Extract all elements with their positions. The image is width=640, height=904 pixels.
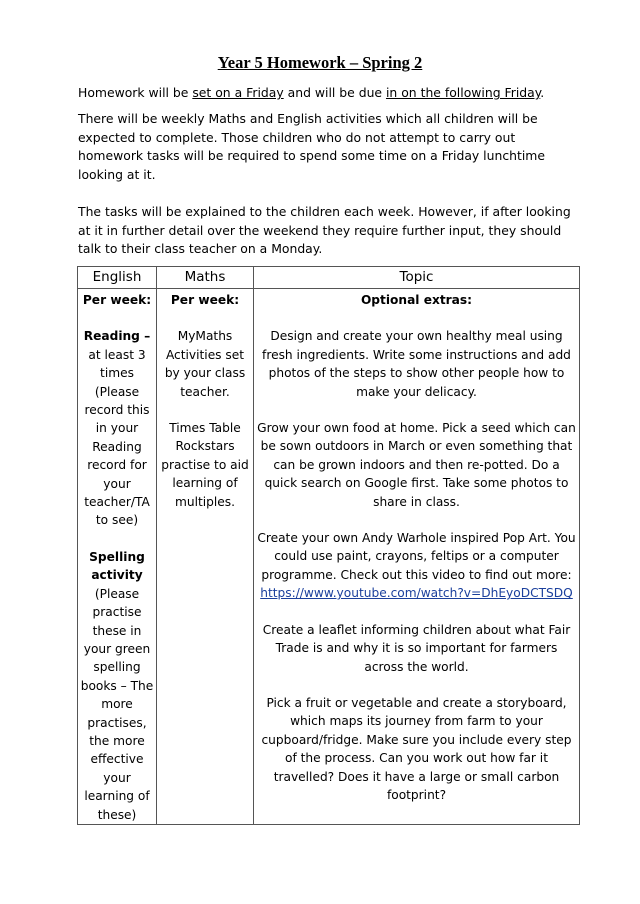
reading-label: Reading – — [83, 329, 151, 344]
topic-heading: Optional extras: — [360, 293, 473, 307]
maths-per-week: Per week: — [170, 293, 240, 307]
reading-text: at least 3 times (Please record this in your Reading record for your teacher/TA to see) — [84, 347, 150, 528]
table-header-row — [78, 267, 580, 289]
intro-paragraph-explained: The tasks will be explained to the children each week. However, if after looking at it in further detail over the weekend they require further input, they should talk to their class teacher on a Monday. — [78, 204, 571, 256]
intro-paragraph-due — [78, 84, 578, 103]
table-row — [78, 289, 580, 825]
english-per-week: Per week: — [82, 293, 152, 307]
homework-table — [77, 266, 580, 825]
intro-paragraph-weekly: There will be weekly Maths and English activities which all children will be expected to complete. Those children who do not attempt to carry out homework tasks will be required to spend some time on a Friday lunchtime looking at it. — [78, 111, 545, 182]
intro-text: . — [540, 85, 545, 100]
spelling-text: (Please practise these in your green spelling books – The more practises, the more effective your learning of these) — [80, 586, 154, 822]
topic-cell — [254, 289, 580, 825]
youtube-link[interactable]: https://www.youtube.com/watch?v=DhEyoDCTSDQ — [260, 586, 573, 601]
header-maths: Maths — [157, 267, 254, 289]
english-cell — [78, 289, 157, 825]
topic-item-meal: Design and create your own healthy meal using fresh ingredients. Write some instructions and add photos of the steps to show other people how to make your delicacy. — [262, 329, 571, 399]
header-topic: Topic — [254, 267, 580, 289]
topic-item-fair-trade: Create a leaflet informing children about what Fair Trade is and why it is so important for farmers across the world. — [262, 622, 571, 674]
spelling-label: Spelling activity — [89, 549, 145, 583]
intro-text: and will be due — [283, 85, 386, 100]
ttrs-text: Times Table Rockstars practise to aid learning of multiples. — [161, 421, 249, 509]
topic-item-storyboard: Pick a fruit or vegetable and create a storyboard, which maps its journey from farm to your cupboard/fridge. Make sure you include every step of the process. Can you work out how far it travelled? Does it have a large or small carbon footprint? — [261, 695, 572, 802]
intro-text: Homework will be — [78, 85, 193, 100]
maths-cell — [157, 289, 254, 825]
topic-item-grow: Grow your own food at home. Pick a seed which can be sown outdoors in March or even something that can be grown indoors and then re-potted. Do a quick search on Google first. Take some photos to share in class. — [257, 421, 576, 509]
mymaths-text: MyMaths Activities set by your class teacher. — [164, 329, 246, 399]
page-title: Year 5 Homework – Spring 2 — [217, 53, 423, 72]
due-day-text: in on the following Friday — [385, 85, 541, 100]
header-english: English — [78, 267, 157, 289]
set-day-text: set on a Friday — [192, 85, 284, 100]
topic-item-pop-art: Create your own Andy Warhole inspired Pop Art. You could use paint, crayons, feltips or a computer programme. Check out this video to find out more: — [257, 531, 576, 582]
